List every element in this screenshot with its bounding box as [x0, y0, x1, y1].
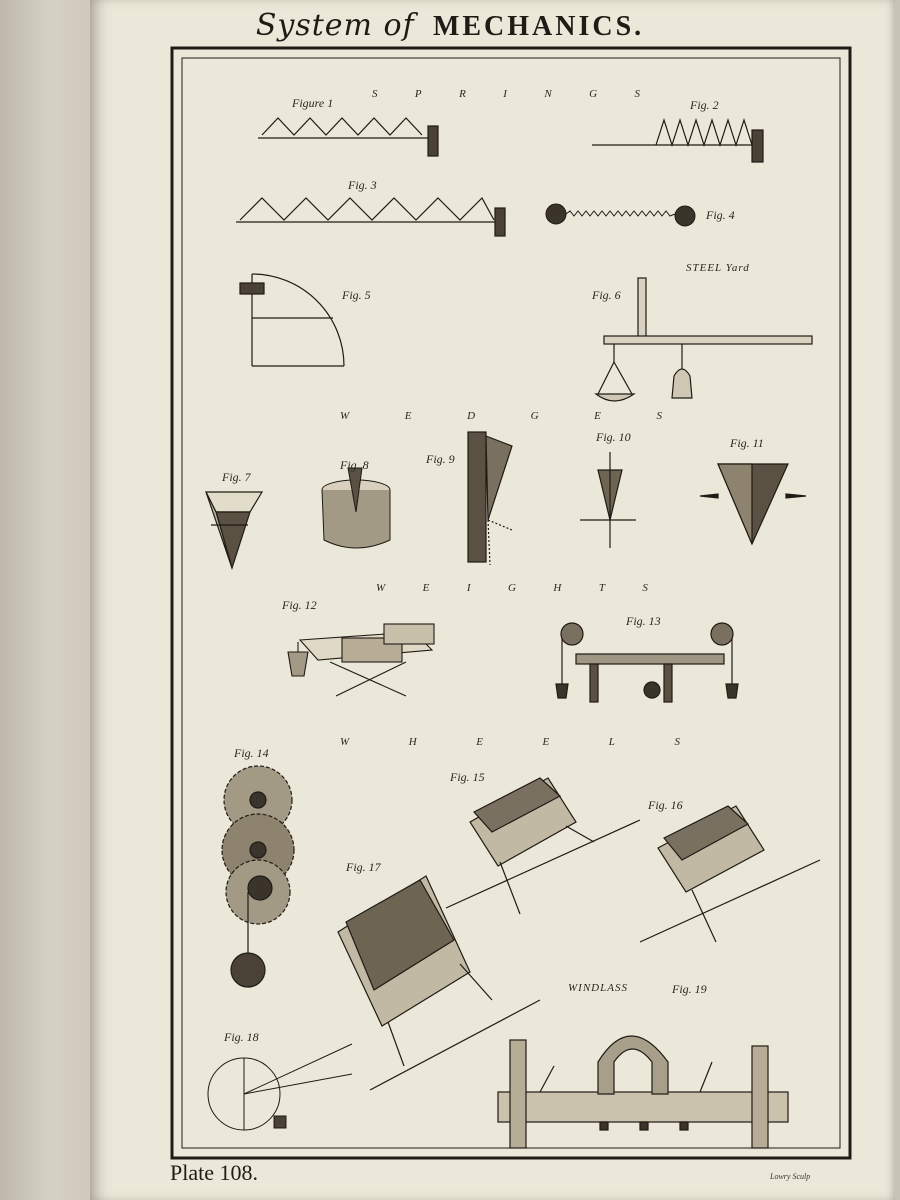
fig4-label: Fig. 4	[706, 208, 735, 222]
outer-frame	[172, 48, 850, 1158]
fig18-label: Fig. 18	[224, 1030, 259, 1044]
fig7-label: Fig. 7	[222, 470, 251, 484]
fig8-label: Fig. 8	[340, 458, 369, 472]
section-weights: W E I G H T S	[376, 582, 648, 594]
section-springs: S P R I N G S	[372, 88, 640, 100]
fig4-balls	[546, 204, 695, 226]
fig11-label: Fig. 11	[730, 436, 764, 450]
engraver-credit: Lowry Sculp	[770, 1172, 811, 1181]
fig2-spring	[592, 120, 763, 162]
fig14-gears	[222, 766, 294, 987]
fig12-label: Fig. 12	[282, 598, 317, 612]
fig16-inclined-frame	[640, 806, 820, 942]
fig16-label: Fig. 16	[648, 798, 683, 812]
fig3-label: Fig. 3	[348, 178, 377, 192]
section-wheels: W H E E L S	[340, 736, 680, 748]
fig9-label: Fig. 9	[426, 452, 455, 466]
fig11-wedge	[700, 464, 806, 544]
fig13-pulleys	[556, 623, 738, 702]
title-script: System of	[255, 8, 415, 43]
fig8-log	[322, 468, 390, 548]
fig10-wedge	[580, 452, 636, 548]
fig15-label: Fig. 15	[450, 770, 485, 784]
fig18-circle-diagram	[208, 1044, 352, 1130]
fig5-label: Fig. 5	[342, 288, 371, 302]
windlass-caption: WINDLASS	[568, 982, 628, 994]
fig1-spring	[258, 118, 438, 156]
fig6-label: Fig. 6	[592, 288, 621, 302]
fig2-label: Fig. 2	[690, 98, 719, 112]
fig13-label: Fig. 13	[626, 614, 661, 628]
fig3-spring	[236, 198, 505, 236]
fig12-table	[288, 624, 434, 696]
steel-yard-caption: STEEL Yard	[686, 262, 750, 274]
fig15-inclined-frame	[446, 778, 640, 914]
fig17-label: Fig. 17	[346, 860, 381, 874]
section-wedges: W E D G E S	[340, 410, 662, 422]
title-caps: MECHANICS.	[432, 11, 645, 42]
fig19-label: Fig. 19	[672, 982, 707, 996]
fig5-quadrant	[240, 274, 344, 366]
plate-number: Plate 108.	[170, 1160, 258, 1185]
fig10-label: Fig. 10	[596, 430, 631, 444]
fig9-wedge-split	[468, 432, 512, 565]
fig14-label: Fig. 14	[234, 746, 269, 760]
fig7-wedge	[206, 492, 262, 568]
fig19-windlass	[498, 1036, 788, 1148]
fig6-steel-yard	[596, 278, 812, 401]
fig1-label: Figure 1	[292, 96, 334, 110]
